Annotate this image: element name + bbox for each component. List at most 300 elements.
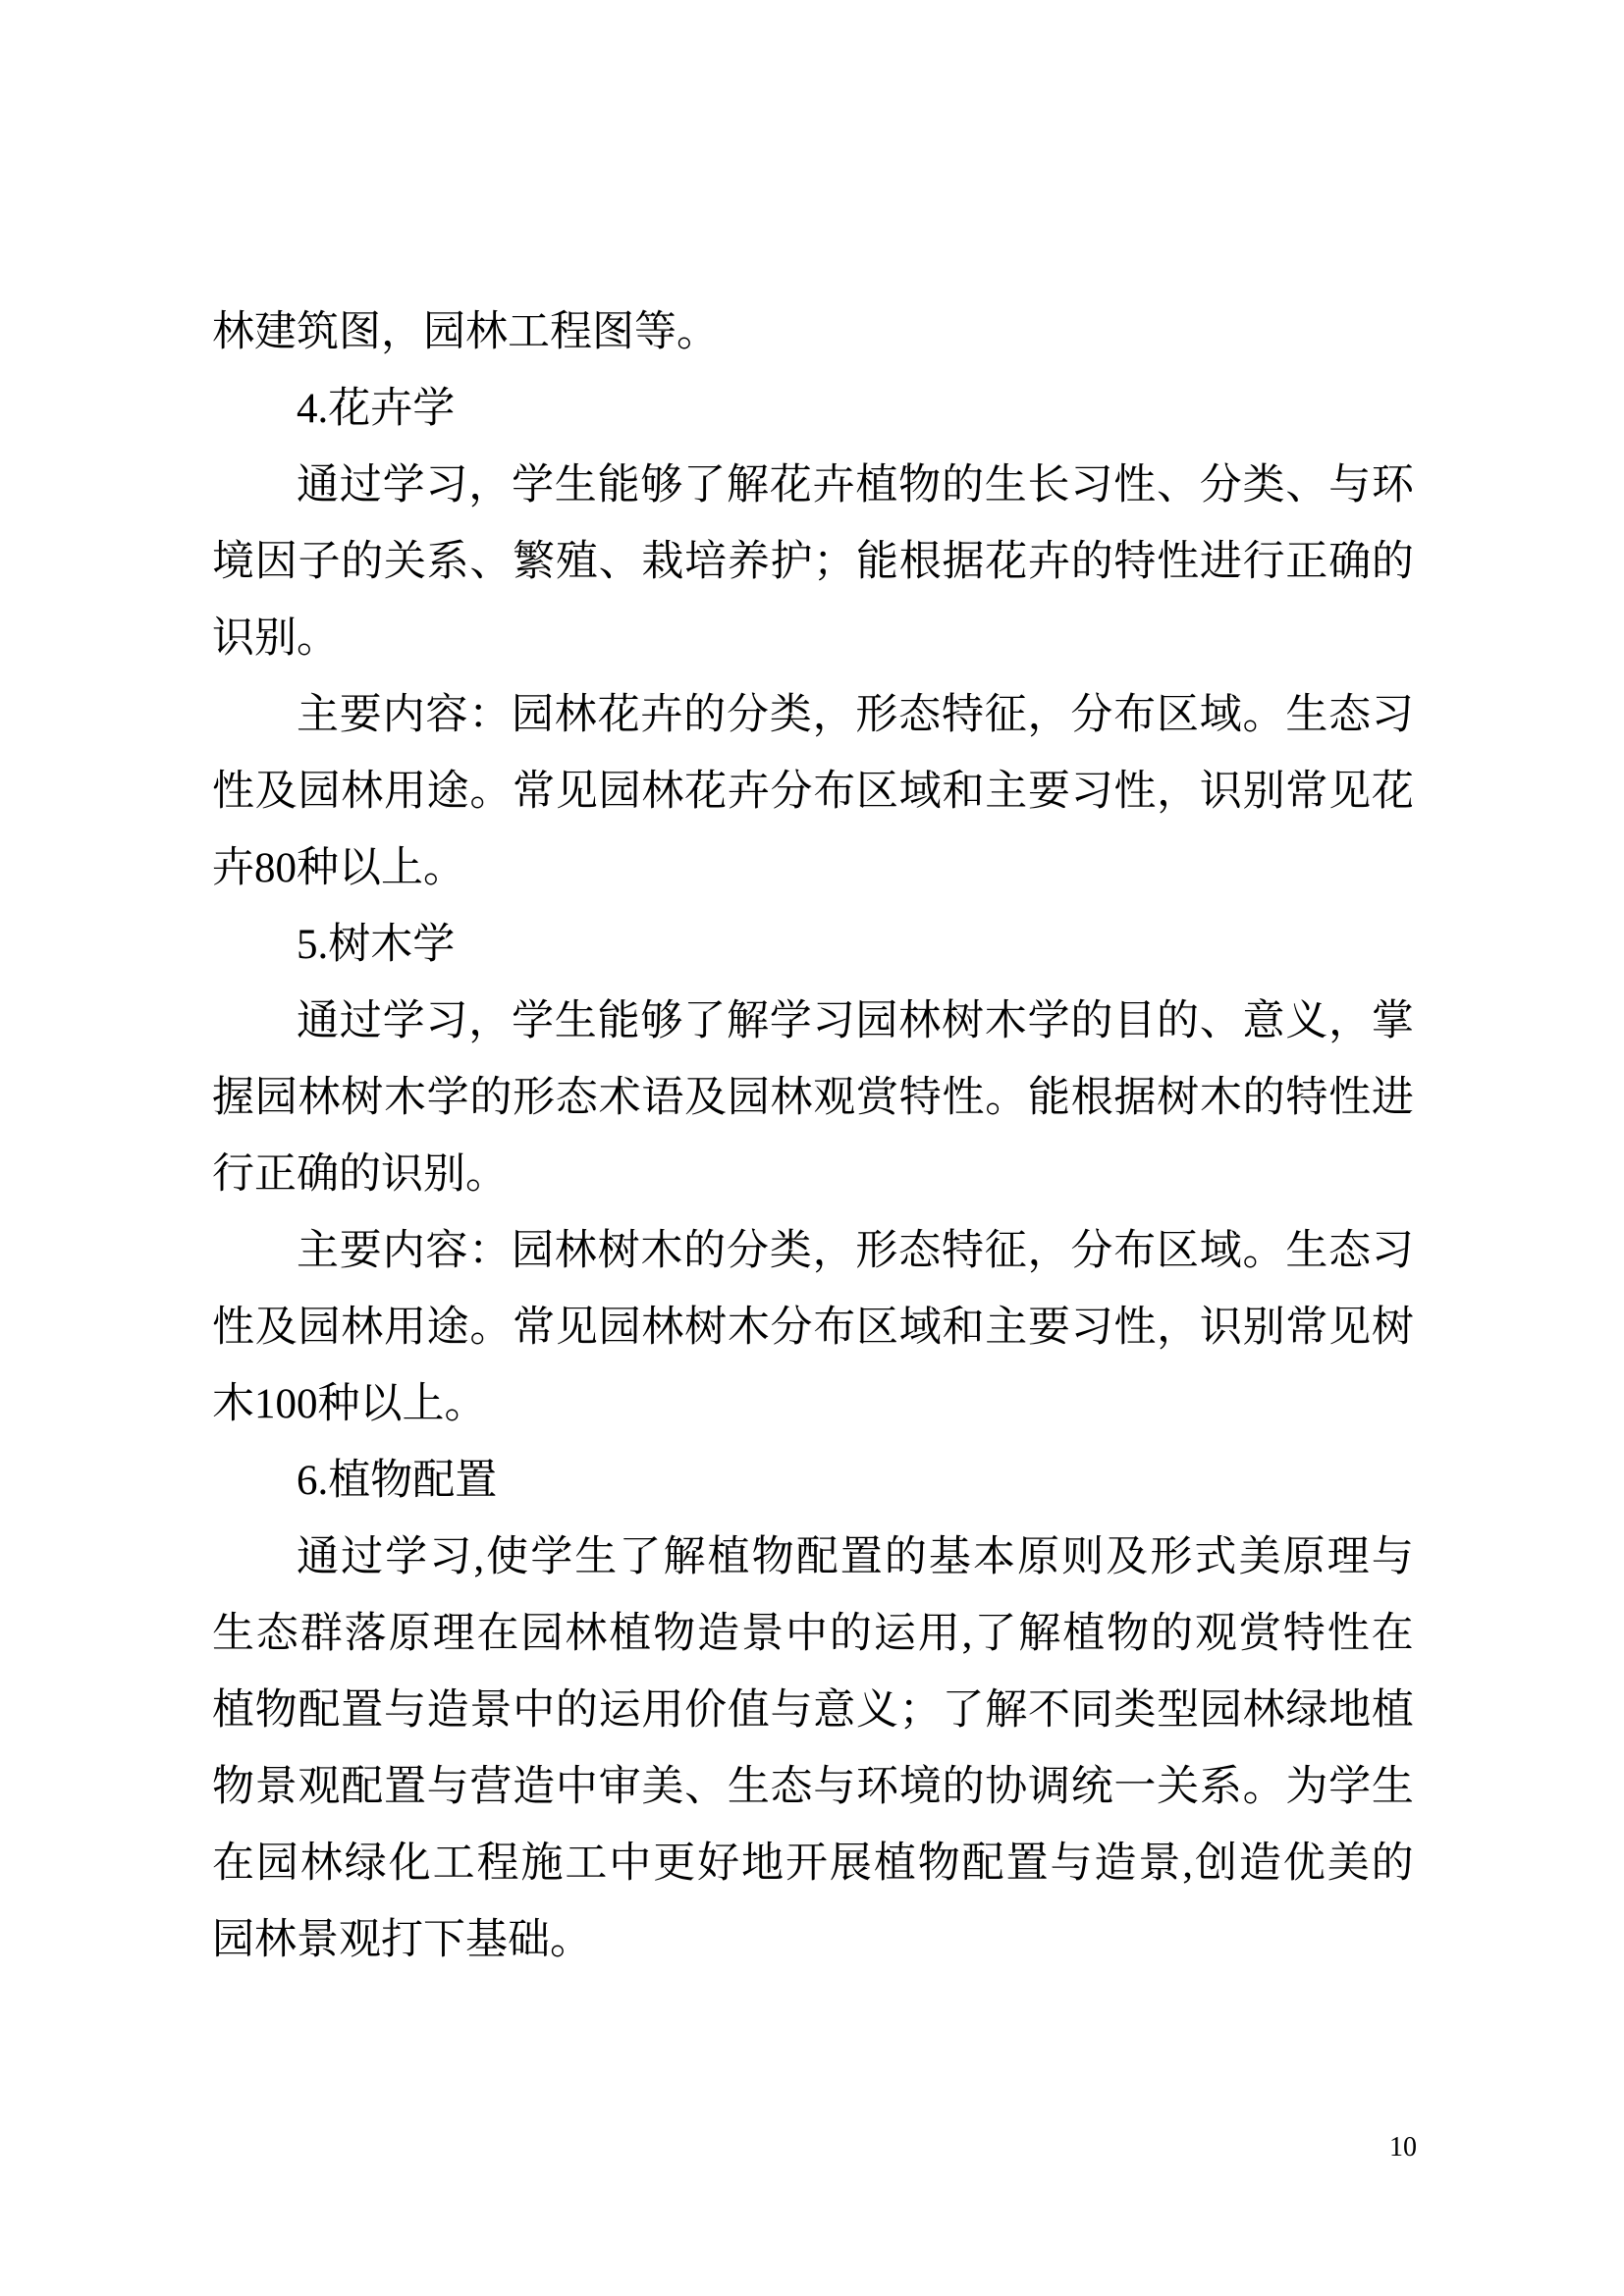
char: 化 — [388, 1841, 431, 1888]
text-line — [212, 1520, 1414, 1596]
char: 类 — [769, 692, 812, 739]
char: 林 — [1242, 1687, 1285, 1735]
char: 要 — [1027, 1305, 1070, 1352]
char: 特 — [941, 1228, 984, 1275]
char: ， — [1027, 1228, 1070, 1275]
char: 见 — [555, 1305, 598, 1352]
char: 地 — [741, 1841, 785, 1888]
char: 性 — [1113, 1305, 1157, 1352]
text-line — [212, 984, 1414, 1060]
char: 学 — [530, 1534, 573, 1581]
char: 林 — [554, 1228, 597, 1275]
char: 殖 — [555, 539, 598, 586]
char: 木 — [640, 1228, 683, 1275]
char: 能 — [597, 998, 640, 1045]
char: 性 — [1157, 539, 1200, 586]
char: 植 — [609, 1611, 652, 1658]
char: 正 — [1285, 539, 1328, 586]
char: 特 — [898, 1075, 942, 1122]
char: 确 — [1328, 539, 1372, 586]
char: 容 — [425, 692, 468, 739]
char: ： — [468, 1228, 512, 1275]
char: 式 — [1194, 1534, 1237, 1581]
char: 树 — [941, 998, 984, 1045]
char: 林 — [298, 1075, 341, 1122]
char: 习 — [1070, 462, 1113, 509]
char: 与 — [383, 1687, 426, 1735]
char: 中 — [609, 1841, 652, 1888]
char: 分 — [1070, 692, 1113, 739]
char: 内 — [382, 1228, 425, 1275]
char: 性 — [1113, 462, 1157, 509]
char: 常 — [513, 1305, 556, 1352]
char: 过 — [341, 1534, 384, 1581]
char: 分 — [1199, 462, 1242, 509]
char: 分 — [726, 692, 769, 739]
char: 园 — [1199, 1687, 1242, 1735]
char: 美 — [1326, 1841, 1370, 1888]
char: 语 — [641, 1075, 684, 1122]
char: 见 — [1328, 769, 1372, 816]
char: 识 — [1199, 769, 1242, 816]
char: 。 — [1242, 1228, 1285, 1275]
char: 特 — [1282, 1611, 1326, 1658]
char: 地 — [1328, 1687, 1372, 1735]
char: 花 — [684, 769, 728, 816]
char: 林 — [641, 769, 684, 816]
text-line: 行正确的识别。 — [212, 1151, 508, 1198]
char: 园 — [254, 1075, 298, 1122]
page-number: 10 — [1389, 2132, 1417, 2163]
char: 植 — [212, 1687, 254, 1735]
char: 能 — [1027, 1075, 1070, 1122]
char: 用 — [641, 1687, 684, 1735]
char: 通 — [297, 1534, 339, 1581]
char: 解 — [726, 462, 769, 509]
char: 工 — [565, 1841, 608, 1888]
char: 的 — [941, 462, 984, 509]
char: 物 — [212, 1764, 254, 1811]
char: 学 — [1027, 998, 1070, 1045]
char: 性 — [1113, 769, 1157, 816]
char: 的 — [469, 1075, 513, 1122]
char: 景 — [741, 1611, 785, 1658]
char: 态 — [555, 1075, 598, 1122]
char: ， — [1157, 769, 1200, 816]
char: 在 — [1371, 1611, 1414, 1658]
char: 价 — [684, 1687, 728, 1735]
char: 特 — [1113, 539, 1157, 586]
char: 在 — [476, 1611, 519, 1658]
char: 行 — [1242, 539, 1285, 586]
char: 的 — [829, 1611, 872, 1658]
char: 景 — [254, 1764, 298, 1811]
char: 观 — [813, 1075, 856, 1122]
char: 工 — [432, 1841, 475, 1888]
char: 林 — [341, 1305, 384, 1352]
char: 的 — [1070, 539, 1113, 586]
char: 。 — [1242, 692, 1285, 739]
char: 繁 — [513, 539, 556, 586]
char: 主 — [985, 769, 1028, 816]
char: 园 — [598, 769, 641, 816]
char: 用 — [917, 1611, 960, 1658]
char: 子 — [298, 539, 341, 586]
char: 形 — [855, 1228, 898, 1275]
char: 理 — [432, 1611, 475, 1658]
char: 木 — [727, 1305, 770, 1352]
text-line: 卉80种以上。 — [212, 845, 465, 891]
char: 理 — [1326, 1534, 1370, 1581]
char: 性 — [1326, 1611, 1370, 1658]
char: 特 — [1285, 1075, 1328, 1122]
char: 审 — [598, 1764, 641, 1811]
char: 境 — [212, 539, 254, 586]
char: 木 — [1199, 1075, 1242, 1122]
char: 赏 — [1238, 1611, 1281, 1658]
char: 花 — [1371, 769, 1414, 816]
char: ； — [813, 539, 856, 586]
char: 常 — [513, 769, 556, 816]
text-line: 识别。 — [212, 615, 339, 662]
char: 性 — [942, 1075, 985, 1122]
char: 了 — [942, 1687, 985, 1735]
char: 义 — [856, 1687, 899, 1735]
char: 生 — [1285, 1228, 1328, 1275]
text-line — [212, 1749, 1414, 1826]
char: 配 — [341, 1764, 384, 1811]
char: 物 — [917, 1841, 960, 1888]
char: 主 — [297, 692, 339, 739]
char: 生 — [554, 998, 597, 1045]
char: 义 — [1285, 998, 1328, 1045]
char: 培 — [684, 539, 728, 586]
char: 及 — [1106, 1534, 1149, 1581]
char: 花 — [985, 539, 1028, 586]
char: 生 — [1371, 1764, 1414, 1811]
char: 中 — [555, 1764, 598, 1811]
char: 形 — [1150, 1534, 1193, 1581]
char: 了 — [683, 462, 727, 509]
char: 境 — [898, 1764, 942, 1811]
char: 置 — [341, 1687, 384, 1735]
char: 常 — [1285, 769, 1328, 816]
char: ， — [812, 692, 855, 739]
char: 树 — [341, 1075, 384, 1122]
char: 护 — [770, 539, 813, 586]
char: 态 — [1328, 1228, 1372, 1275]
char: 、 — [684, 1764, 728, 1811]
char: 过 — [339, 462, 382, 509]
text-line: 6.植物配置 — [297, 1458, 498, 1504]
char: 树 — [597, 1228, 640, 1275]
char: 物 — [653, 1611, 696, 1658]
char: 用 — [383, 1305, 426, 1352]
char: 的 — [1070, 998, 1113, 1045]
char: 态 — [1328, 692, 1372, 739]
char: , — [473, 1534, 485, 1581]
char: 够 — [640, 462, 683, 509]
char: 植 — [1062, 1611, 1106, 1658]
char: 习 — [425, 998, 468, 1045]
char: ， — [812, 1228, 855, 1275]
text-line — [212, 448, 1414, 524]
char: 置 — [839, 1534, 883, 1581]
char: 解 — [985, 1687, 1028, 1735]
char: 进 — [1371, 1075, 1414, 1122]
char: 要 — [339, 692, 382, 739]
char: 林 — [341, 769, 384, 816]
char: 则 — [1061, 1534, 1105, 1581]
char: 学 — [382, 998, 425, 1045]
char: 能 — [597, 462, 640, 509]
text-line — [212, 1060, 1414, 1137]
char: 在 — [212, 1841, 254, 1888]
char: 生 — [554, 462, 597, 509]
text-line: 4.花卉学 — [297, 386, 456, 432]
char: 养 — [727, 539, 770, 586]
text-line: 5.树木学 — [297, 922, 456, 968]
char: 开 — [785, 1841, 828, 1888]
char: 类 — [769, 1228, 812, 1275]
char: 中 — [785, 1611, 828, 1658]
char: 物 — [1107, 1611, 1150, 1658]
char: 。 — [469, 769, 513, 816]
char: 和 — [942, 769, 985, 816]
char: 和 — [942, 1305, 985, 1352]
char: 的 — [1151, 1611, 1194, 1658]
char: 植 — [1371, 1687, 1414, 1735]
char: 观 — [298, 1764, 341, 1811]
char: 卉 — [640, 692, 683, 739]
char: 林 — [565, 1611, 608, 1658]
char: 物 — [751, 1534, 794, 1581]
char: 关 — [1157, 1764, 1200, 1811]
char: 生 — [212, 1611, 254, 1658]
char: 关 — [383, 539, 426, 586]
char: 的 — [942, 1764, 985, 1811]
char: , — [1182, 1841, 1194, 1888]
char: 统 — [1070, 1764, 1113, 1811]
char: 了 — [619, 1534, 662, 1581]
char: 学 — [1328, 1764, 1372, 1811]
char: 园 — [511, 1228, 554, 1275]
char: 原 — [1282, 1534, 1326, 1581]
char: 征 — [984, 1228, 1027, 1275]
char: 习 — [425, 462, 468, 509]
char: 别 — [1242, 769, 1285, 816]
char: 解 — [1018, 1611, 1061, 1658]
char: 域 — [1199, 692, 1242, 739]
char: 域 — [898, 769, 942, 816]
char: 物 — [254, 1687, 298, 1735]
char: 过 — [339, 998, 382, 1045]
char: 据 — [1113, 1075, 1157, 1122]
char: 园 — [298, 769, 341, 816]
char: 中 — [513, 1687, 556, 1735]
char: 不 — [1027, 1687, 1070, 1735]
char: 、 — [1285, 462, 1328, 509]
char: 优 — [1282, 1841, 1326, 1888]
char: 造 — [426, 1687, 469, 1735]
char: 。 — [469, 1305, 513, 1352]
char: 林 — [641, 1305, 684, 1352]
char: 环 — [1371, 462, 1414, 509]
char: 树 — [1157, 1075, 1200, 1122]
char: 系 — [1199, 1764, 1242, 1811]
char: 绿 — [1285, 1687, 1328, 1735]
char: 与 — [1050, 1841, 1093, 1888]
char: 卉 — [1027, 539, 1070, 586]
char: 协 — [985, 1764, 1028, 1811]
char: 通 — [297, 462, 339, 509]
char: 与 — [813, 1764, 856, 1811]
char: 造 — [697, 1611, 740, 1658]
char: 好 — [697, 1841, 740, 1888]
char: 根 — [898, 539, 942, 586]
char: 运 — [598, 1687, 641, 1735]
char: 植 — [855, 462, 898, 509]
char: 园 — [520, 1611, 564, 1658]
char: 与 — [1328, 462, 1372, 509]
char: 解 — [726, 998, 769, 1045]
char: 、 — [1156, 462, 1199, 509]
char: ， — [468, 998, 512, 1045]
char: 置 — [1005, 1841, 1049, 1888]
char: 见 — [555, 769, 598, 816]
char: 够 — [640, 998, 683, 1045]
char: 与 — [426, 1764, 469, 1811]
char: 落 — [344, 1611, 387, 1658]
char: 配 — [961, 1841, 1004, 1888]
char: 布 — [813, 769, 856, 816]
char: 观 — [1194, 1611, 1237, 1658]
char: 赏 — [856, 1075, 899, 1122]
char: 习 — [1070, 1305, 1113, 1352]
text-line — [212, 1673, 1414, 1749]
char: 值 — [727, 1687, 770, 1735]
text-line — [212, 754, 1414, 830]
char: 生 — [984, 462, 1027, 509]
char: 园 — [855, 998, 898, 1045]
char: 学 — [382, 462, 425, 509]
char: 形 — [855, 692, 898, 739]
char: 系 — [426, 539, 469, 586]
char: 的 — [1371, 539, 1414, 586]
char: 布 — [1113, 692, 1157, 739]
char: 常 — [1285, 1305, 1328, 1352]
char: 区 — [1156, 692, 1199, 739]
char: , — [961, 1611, 973, 1658]
char: 、 — [1199, 998, 1242, 1045]
char: 长 — [1027, 462, 1070, 509]
char: 型 — [1157, 1687, 1200, 1735]
char: 生 — [1285, 692, 1328, 739]
text-line: 园林景观打下基础。 — [212, 1917, 592, 1963]
char: 基 — [928, 1534, 971, 1581]
char: 生 — [727, 1764, 770, 1811]
char: 展 — [829, 1841, 872, 1888]
char: 树 — [684, 1305, 728, 1352]
char: 进 — [1199, 539, 1242, 586]
char: 物 — [898, 462, 942, 509]
char: ， — [1027, 692, 1070, 739]
text-line — [212, 1290, 1414, 1366]
char: 园 — [598, 1305, 641, 1352]
char: 卉 — [727, 769, 770, 816]
char: ， — [468, 462, 512, 509]
text-line: 木100种以上。 — [212, 1381, 487, 1427]
char: 为 — [1285, 1764, 1328, 1811]
char: 园 — [727, 1075, 770, 1122]
char: 及 — [684, 1075, 728, 1122]
text-line — [212, 524, 1414, 601]
char: 识 — [1199, 1305, 1242, 1352]
char: 、 — [598, 539, 641, 586]
char: 植 — [873, 1841, 916, 1888]
char: 程 — [476, 1841, 519, 1888]
char: 习 — [1371, 1228, 1414, 1275]
char: 调 — [1027, 1764, 1070, 1811]
text-line — [212, 677, 1414, 754]
char: 园 — [255, 1841, 298, 1888]
char: 习 — [1371, 692, 1414, 739]
char: 配 — [795, 1534, 839, 1581]
char: 区 — [1156, 1228, 1199, 1275]
char: 的 — [555, 1687, 598, 1735]
char: 造 — [513, 1764, 556, 1811]
char: 区 — [856, 1305, 899, 1352]
char: 因 — [254, 539, 298, 586]
char: 性 — [1328, 1075, 1372, 1122]
char: 原 — [1017, 1534, 1060, 1581]
char: 卉 — [812, 462, 855, 509]
char: 造 — [1094, 1841, 1137, 1888]
char: ， — [1328, 998, 1372, 1045]
char: 主 — [985, 1305, 1028, 1352]
text-line: 林建筑图，园林工程图等。 — [212, 309, 719, 355]
char: 主 — [297, 1228, 339, 1275]
char: 栽 — [641, 539, 684, 586]
char: 布 — [1113, 1228, 1157, 1275]
char: 域 — [898, 1305, 942, 1352]
char: 的 — [884, 1534, 927, 1581]
char: 群 — [299, 1611, 343, 1658]
char: 类 — [1242, 462, 1285, 509]
char: 态 — [898, 1228, 942, 1275]
char: 据 — [942, 539, 985, 586]
char: 、 — [469, 539, 513, 586]
char: 态 — [898, 692, 942, 739]
char: 及 — [254, 769, 298, 816]
char: 与 — [1371, 1534, 1414, 1581]
char: 类 — [1113, 1687, 1157, 1735]
char: 美 — [641, 1764, 684, 1811]
char: 意 — [1242, 998, 1285, 1045]
char: 的 — [341, 539, 384, 586]
char: 景 — [1138, 1841, 1181, 1888]
char: 握 — [212, 1075, 254, 1122]
char: 绿 — [344, 1841, 387, 1888]
char: 分 — [770, 1305, 813, 1352]
char: 园 — [298, 1305, 341, 1352]
char: 配 — [298, 1687, 341, 1735]
char: 用 — [383, 769, 426, 816]
char: 特 — [941, 692, 984, 739]
char: 木 — [383, 1075, 426, 1122]
char: 态 — [255, 1611, 298, 1658]
char: 的 — [1371, 1841, 1414, 1888]
